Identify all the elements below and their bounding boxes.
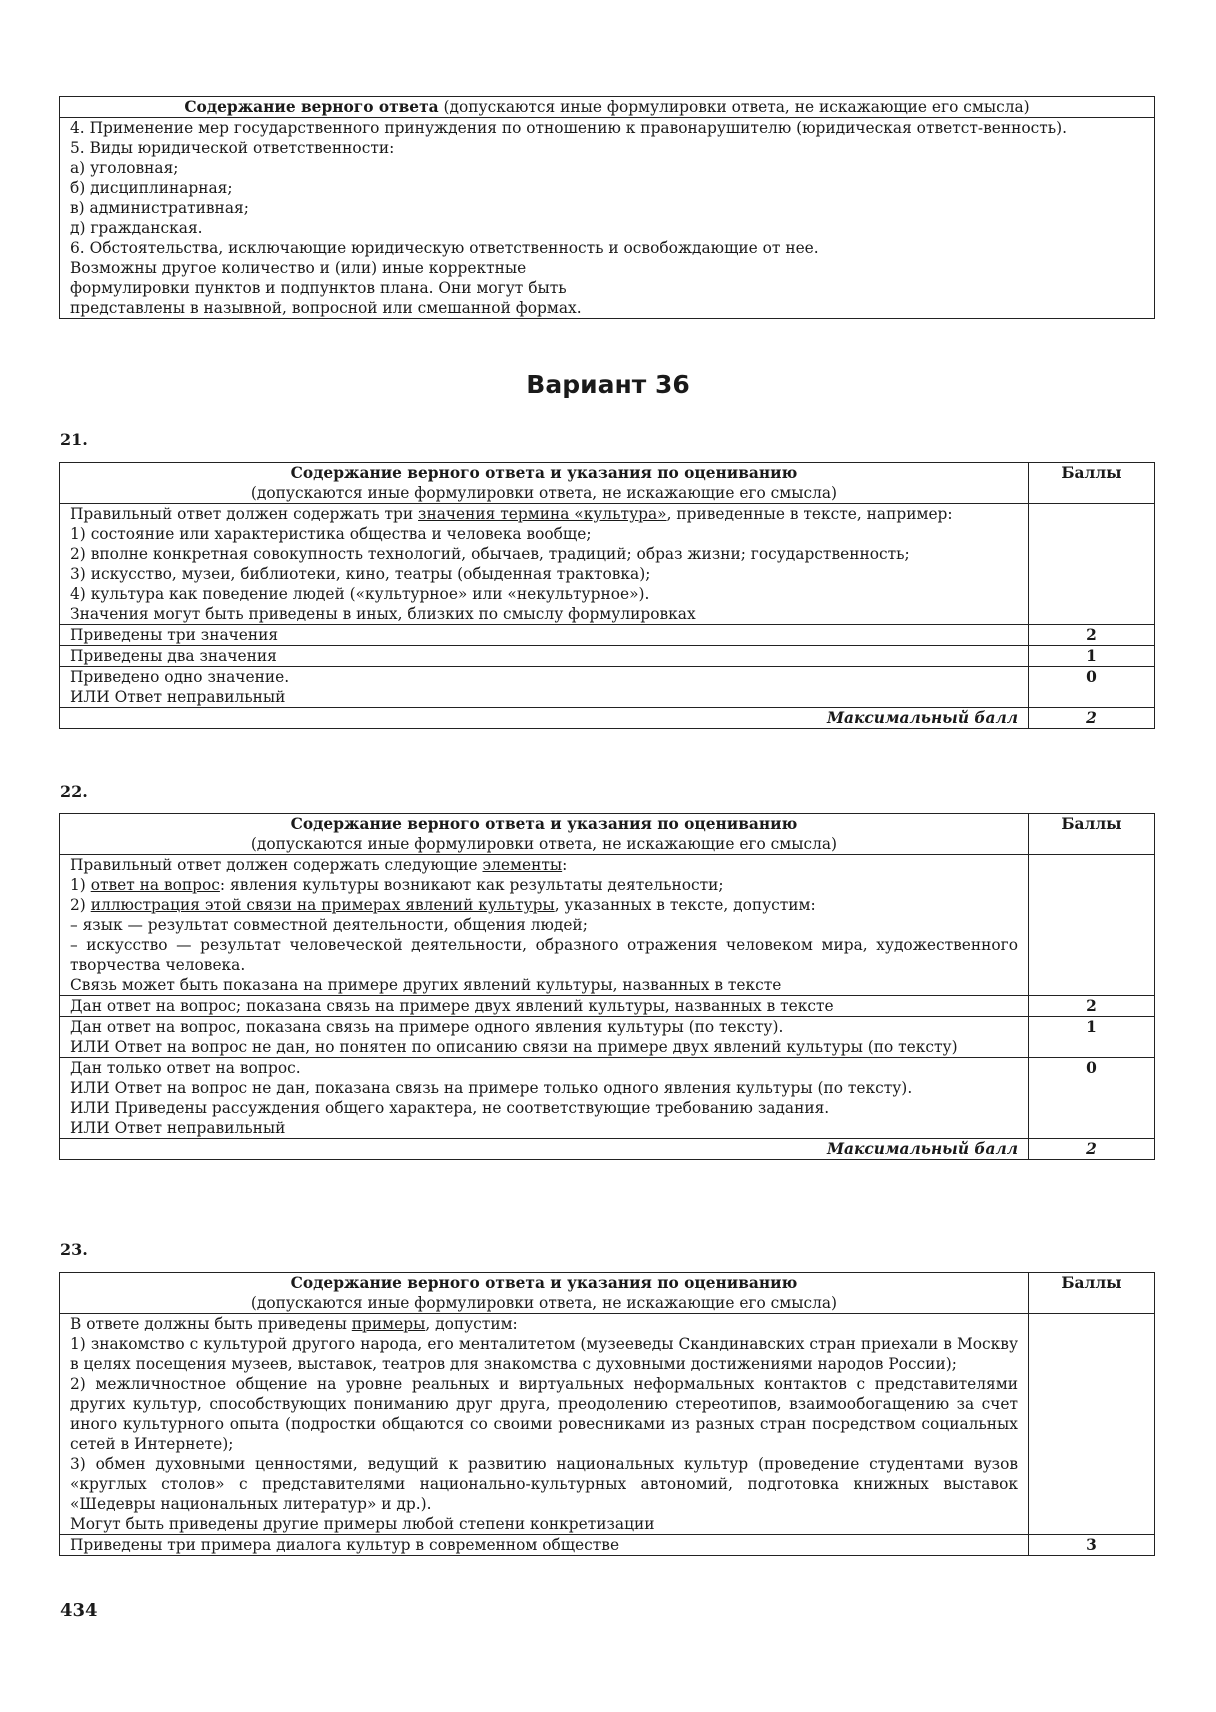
- header-main: Содержание верного ответа и указания по оцениванию: [290, 815, 798, 833]
- header-sub: (допускаются иные формулировки ответа, не искажающие его смысла): [250, 1294, 838, 1312]
- score-cell: 1: [1029, 646, 1155, 667]
- header-main: Содержание верного ответа и указания по оцениванию: [290, 464, 798, 482]
- content-text: Правильный ответ должен содержать следующие: [70, 856, 483, 874]
- table-row: [60, 118, 1155, 319]
- table-header: [60, 97, 1155, 118]
- underlined-term: ответ на вопрос: [90, 876, 220, 894]
- table-row: [60, 855, 1155, 996]
- underlined-term: элементы: [482, 856, 563, 874]
- criteria-line: Приведено одно значение.: [70, 668, 290, 686]
- table-header-row: [60, 463, 1155, 504]
- content-line: 1) знакомство с культурой другого народа, его менталитетом (музееведы Скандинавских стран приехали в Москву в целях посещения музеев, выставок, театров для знакомства с духовными достижениями народов России);: [70, 1335, 1018, 1373]
- score-cell: [1029, 855, 1155, 996]
- previous-answer-table: [59, 96, 1155, 319]
- criteria-row: [60, 646, 1155, 667]
- criteria-text: [60, 1058, 1029, 1139]
- content-text: , приведенные в тексте, например:: [666, 505, 953, 523]
- table-header-row: [60, 97, 1155, 118]
- content-line: 1) состояние или характеристика общества и человека вообще;: [70, 525, 592, 543]
- table-header-row: [60, 1273, 1155, 1314]
- max-score-row: [60, 708, 1155, 729]
- task-number: 21.: [60, 430, 88, 449]
- content-line: Связь может быть показана на примере других явлений культуры, названных в тексте: [70, 976, 782, 994]
- score-cell: 0: [1029, 1058, 1155, 1139]
- criteria-line: ИЛИ Ответ неправильный: [70, 688, 286, 706]
- criteria-row: [60, 1535, 1155, 1556]
- criteria-text: [60, 625, 1029, 646]
- content-line: 2) межличностное общение на уровне реальных и виртуальных неформальных контактов с представителями других культур, способствующих пониманию друг друга, преодолению стереотипов, взаимообогащению за счет иного культурного опыта (подростки общаются со своими ровесниками из разных стран посредством социальных сетей в Интернете);: [70, 1375, 1018, 1453]
- content-line: Значения могут быть приведены в иных, близких по смыслу формулировках: [70, 605, 696, 623]
- score-cell: [1029, 504, 1155, 625]
- header-main: Содержание верного ответа и указания по оцениванию: [290, 1274, 798, 1292]
- answer-content: [60, 1314, 1029, 1535]
- table-row: [60, 504, 1155, 625]
- criteria-row: [60, 996, 1155, 1017]
- answer-content: [60, 855, 1029, 996]
- score-cell: 3: [1029, 1535, 1155, 1556]
- content-line: в) административная;: [70, 199, 249, 217]
- header-bold: Содержание верного ответа: [184, 98, 439, 116]
- content-text: :: [562, 856, 568, 874]
- content-line: б) дисциплинарная;: [70, 179, 233, 197]
- content-line: 2) вполне конкретная совокупность технологий, обычаев, традиций; образ жизни; государственность;: [70, 545, 910, 563]
- content-line: – язык — результат совместной деятельности, общения людей;: [70, 916, 588, 934]
- criteria-line: Приведены два значения: [70, 647, 277, 665]
- answer-content: [60, 504, 1029, 625]
- criteria-line: Дан ответ на вопрос; показана связь на примере двух явлений культуры, названных в тексте: [70, 997, 834, 1015]
- criteria-line: ИЛИ Ответ на вопрос не дан, показана связь на примере только одного явления культуры (по тексту).: [70, 1079, 913, 1097]
- score-cell: 2: [1029, 996, 1155, 1017]
- content-line: формулировки пунктов и подпунктов плана. Они могут быть: [70, 279, 567, 297]
- content-line: [70, 855, 1018, 875]
- task-21-table: [59, 462, 1155, 729]
- max-score-value: 2: [1029, 708, 1155, 729]
- content-text: Правильный ответ должен содержать три: [70, 505, 419, 523]
- content-line: представлены в назывной, вопросной или смешанной формах.: [70, 299, 582, 317]
- criteria-text: [60, 996, 1029, 1017]
- criteria-row: [60, 1058, 1155, 1139]
- criteria-row: [60, 625, 1155, 646]
- score-cell: 0: [1029, 667, 1155, 708]
- content-line: 5. Виды юридической ответственности:: [70, 139, 395, 157]
- header-rest: (допускаются иные формулировки ответа, не искажающие его смысла): [438, 98, 1030, 116]
- criteria-text: [60, 1017, 1029, 1058]
- answer-content: [60, 118, 1155, 319]
- criteria-row: [60, 667, 1155, 708]
- header-sub: (допускаются иные формулировки ответа, не искажающие его смысла): [250, 484, 838, 502]
- underlined-term: примеры: [351, 1315, 426, 1333]
- criteria-line: ИЛИ Приведены рассуждения общего характера, не соответствующие требованию задания.: [70, 1099, 830, 1117]
- underlined-term: иллюстрация этой связи на примерах явлений культуры: [90, 896, 555, 914]
- content-header: [60, 1273, 1029, 1314]
- variant-title: Вариант 36: [526, 370, 690, 399]
- content-line: Возможны другое количество и (или) иные корректные: [70, 259, 527, 277]
- table-row: [60, 1314, 1155, 1535]
- content-text: , указанных в тексте, допустим:: [554, 896, 816, 914]
- content-line: [70, 1314, 1018, 1334]
- content-text: В ответе должны быть приведены: [70, 1315, 352, 1333]
- content-line: 3) обмен духовными ценностями, ведущий к развитию национальных культур (проведение студентами вузов «круглых столов» с представителями национально-культурных автономий, подготовка книжных выставок «Шедевры национальных литератур» и др.).: [70, 1455, 1018, 1513]
- score-header: Баллы: [1029, 463, 1155, 504]
- score-cell: 1: [1029, 1017, 1155, 1058]
- max-score-row: [60, 1139, 1155, 1160]
- score-header: Баллы: [1029, 1273, 1155, 1314]
- criteria-line: ИЛИ Ответ на вопрос не дан, но понятен по описанию связи на примере двух явлений культуры (по тексту): [70, 1038, 958, 1056]
- task-number: 23.: [60, 1240, 88, 1259]
- score-cell: [1029, 1314, 1155, 1535]
- content-header: [60, 814, 1029, 855]
- header-sub: (допускаются иные формулировки ответа, не искажающие его смысла): [250, 835, 838, 853]
- content-text: : явления культуры возникают как результаты деятельности;: [219, 876, 724, 894]
- max-score-label: Максимальный балл: [60, 708, 1029, 729]
- criteria-line: Дан только ответ на вопрос.: [70, 1059, 301, 1077]
- criteria-text: [60, 1535, 1029, 1556]
- content-line: 4) культура как поведение людей («культурное» или «некультурное»).: [70, 585, 650, 603]
- task-number: 22.: [60, 782, 88, 801]
- content-header: [60, 463, 1029, 504]
- table-header-row: [60, 814, 1155, 855]
- page-number: 434: [60, 1600, 98, 1621]
- content-line: Могут быть приведены другие примеры любой степени конкретизации: [70, 1515, 655, 1533]
- task-22-table: [59, 813, 1155, 1160]
- content-line: 3) искусство, музеи, библиотеки, кино, театры (обыденная трактовка);: [70, 565, 651, 583]
- content-line: 2) иллюстрация этой связи на примерах явлений культуры, указанных в тексте, допустим:: [70, 896, 816, 914]
- criteria-row: [60, 1017, 1155, 1058]
- content-line: – искусство — результат человеческой деятельности, образного отражения человеком мира, художественного творчества человека.: [70, 936, 1018, 974]
- criteria-text: [60, 646, 1029, 667]
- content-line: 6. Обстоятельства, исключающие юридическую ответственность и освобождающие от нее.: [70, 239, 819, 257]
- criteria-text: [60, 667, 1029, 708]
- criteria-line: Приведены три значения: [70, 626, 279, 644]
- criteria-line: ИЛИ Ответ неправильный: [70, 1119, 286, 1137]
- score-header: Баллы: [1029, 814, 1155, 855]
- content-text: , допустим:: [425, 1315, 518, 1333]
- content-line: 4. Применение мер государственного принуждения по отношению к правонарушителю (юридическая ответст-венность).: [70, 119, 1068, 137]
- max-score-value: 2: [1029, 1139, 1155, 1160]
- task-23-table: [59, 1272, 1155, 1556]
- score-cell: 2: [1029, 625, 1155, 646]
- content-line: 1) ответ на вопрос: явления культуры возникают как результаты деятельности;: [70, 876, 724, 894]
- criteria-line: Дан ответ на вопрос, показана связь на примере одного явления культуры (по тексту).: [70, 1018, 784, 1036]
- content-line: д) гражданская.: [70, 219, 203, 237]
- criteria-line: Приведены три примера диалога культур в современном обществе: [70, 1536, 620, 1554]
- max-score-label: Максимальный балл: [60, 1139, 1029, 1160]
- underlined-term: значения термина «культура»: [418, 505, 667, 523]
- content-line: а) уголовная;: [70, 159, 179, 177]
